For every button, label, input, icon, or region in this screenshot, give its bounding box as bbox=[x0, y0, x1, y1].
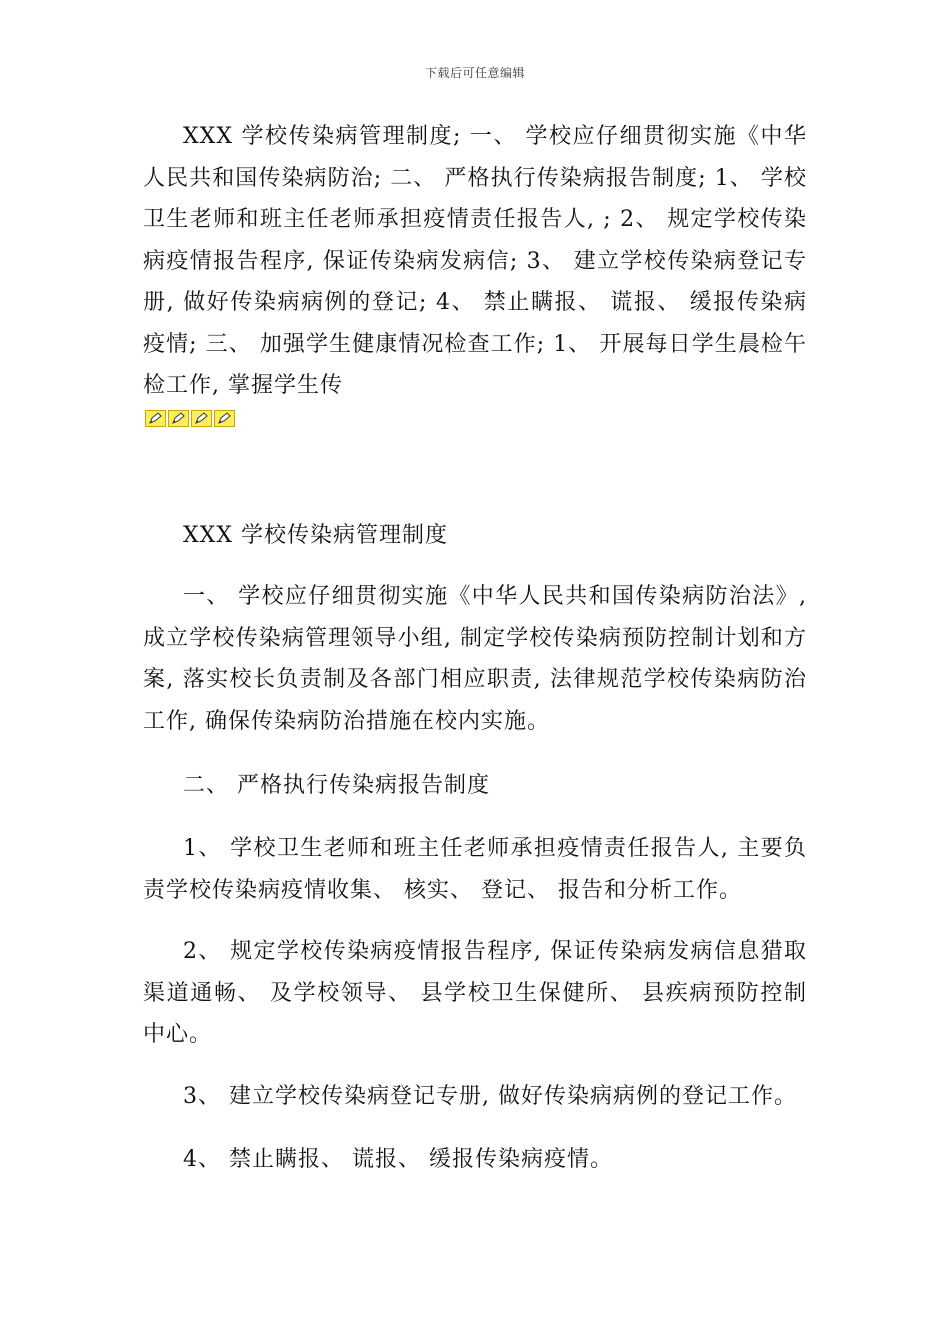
paragraph-item-2: 2、 规定学校传染病疫情报告程序, 保证传染病发病信息猎取渠道通畅、 及学校领导、 县学校卫生保健所、 县疾病预防控制中心。 bbox=[143, 939, 807, 1047]
paragraph-item-1: 1、 学校卫生老师和班主任老师承担疫情责任报告人, 主要负责学校传染病疫情收集、 核实、 登记、 报告和分析工作。 bbox=[143, 836, 807, 903]
pencil-icon bbox=[191, 410, 212, 427]
paragraph-item-4: 4、 禁止瞒报、 谎报、 缓报传染病疫情。 bbox=[183, 1147, 613, 1172]
pencil-icon bbox=[214, 410, 235, 427]
pencil-icon bbox=[145, 410, 166, 427]
rating-badges bbox=[145, 410, 235, 429]
header-note: 下载后可任意编辑 bbox=[424, 66, 525, 80]
paragraph-section-one: 一、 学校应仔细贯彻实施《中华人民共和国传染病防治法》, 成立学校传染病管理领导小组, 制定学校传染病预防控制计划和方案, 落实校长负责制及各部门相应职责, 法律规范学校传染病防治工作, 确保传染病防治措施在校内实施。 bbox=[143, 584, 807, 734]
document-title: XXX 学校传染病管理制度 bbox=[183, 523, 448, 548]
paragraph-section-two-heading: 二、 严格执行传染病报告制度 bbox=[183, 773, 490, 798]
pencil-icon bbox=[168, 410, 189, 427]
paragraph-item-3: 3、 建立学校传染病登记专册, 做好传染病病例的登记工作。 bbox=[183, 1084, 797, 1109]
summary-paragraph: XXX 学校传染病管理制度; 一、 学校应仔细贯彻实施《中华人民共和国传染病防治; 二、 严格执行传染病报告制度; 1、 学校卫生老师和班主任老师承担疫情责任报告人, ; 2、 规定学校传染病疫情报告程序, 保证传染病发病信; 3、 建立学校传染病登记专册, 做好传染病病例的登记; 4、 禁止瞒报、 谎报、 缓报传染病疫情; 三、 加强学生健康情况检查工作; 1、 开展每日学生晨检午检工作, 掌握学生传 bbox=[143, 124, 807, 398]
